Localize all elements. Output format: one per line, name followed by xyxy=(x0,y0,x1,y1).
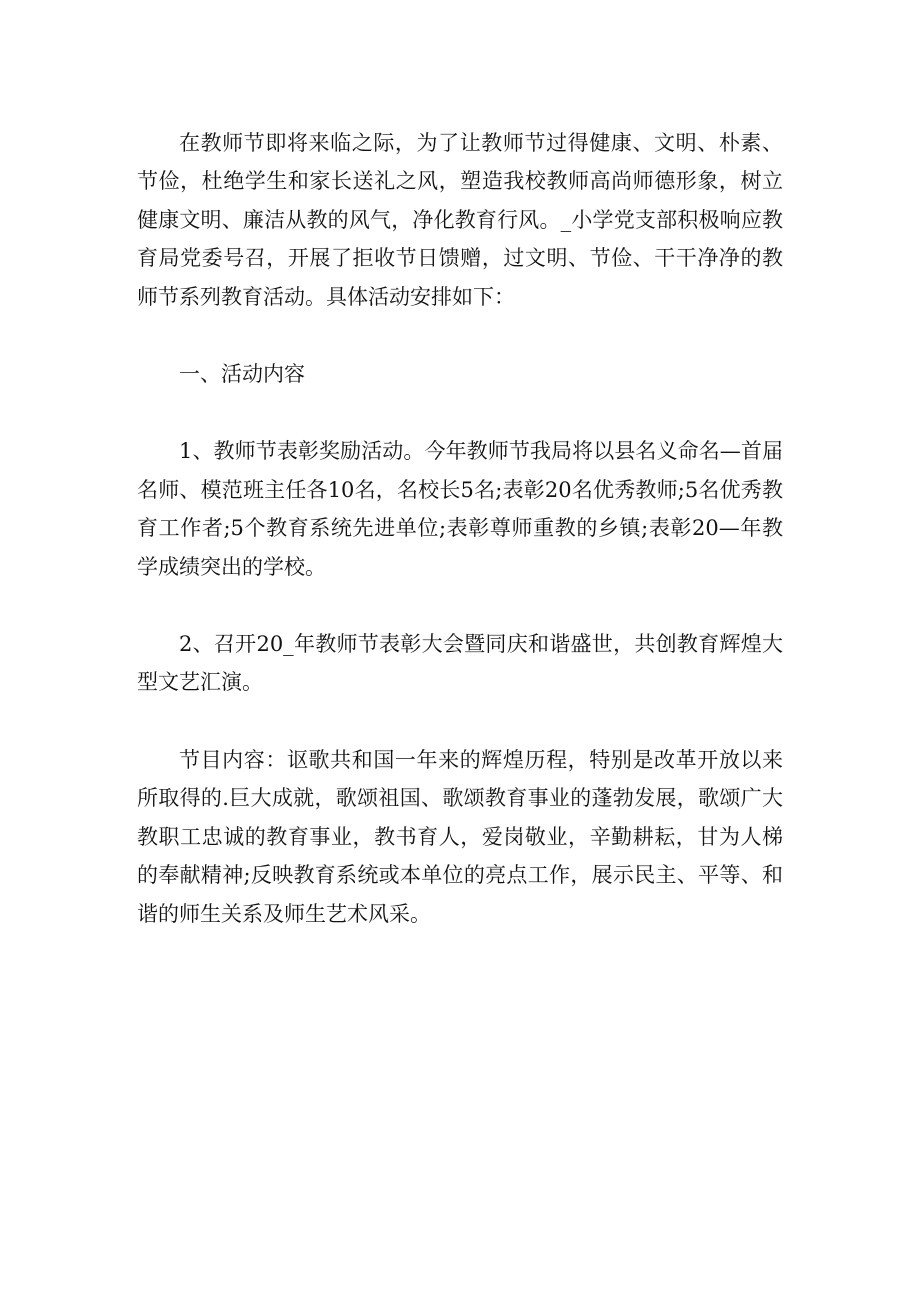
intro-paragraph: 在教师节即将来临之际，为了让教师节过得健康、文明、朴素、节俭，杜绝学生和家长送礼之风，塑造我校教师高尚师德形象，树立健康文明、廉洁从教的风气，净化教育行风。_小学党支部积极响应教育局党委号召，开展了拒收节日馈赠，过文明、节俭、干干净净的教师节系列教育活动。具体活动安排如下： xyxy=(137,131,783,309)
item-1-paragraph: 1、教师节表彰奖励活动。今年教师节我局将以县名义命名—首届名师、模范班主任各10名，名校长5名;表彰20名优秀教师;5名优秀教育工作者;5个教育系统先进单位;表彰尊师重教的乡镇;表彰20—年教学成绩突出的学校。 xyxy=(137,439,783,579)
document-body xyxy=(137,124,783,972)
section-heading-activity-content: 一、活动内容 xyxy=(179,362,305,387)
item-2-paragraph: 2、召开20_年教师节表彰大会暨同庆和谐盛世，共创教育辉煌大型文艺汇演。 xyxy=(137,632,783,695)
program-content-paragraph: 节目内容：讴歌共和国一年来的辉煌历程，特别是改革开放以来所取得的.巨大成就，歌颂祖国、歌颂教育事业的蓬勃发展，歌颂广大教职工忠诚的教育事业，教书育人，爱岗敬业，辛勤耕耘，甘为人梯的奉献精神;反映教育系统或本单位的亮点工作，展示民主、平等、和谐的师生关系及师生艺术风采。 xyxy=(137,747,783,926)
